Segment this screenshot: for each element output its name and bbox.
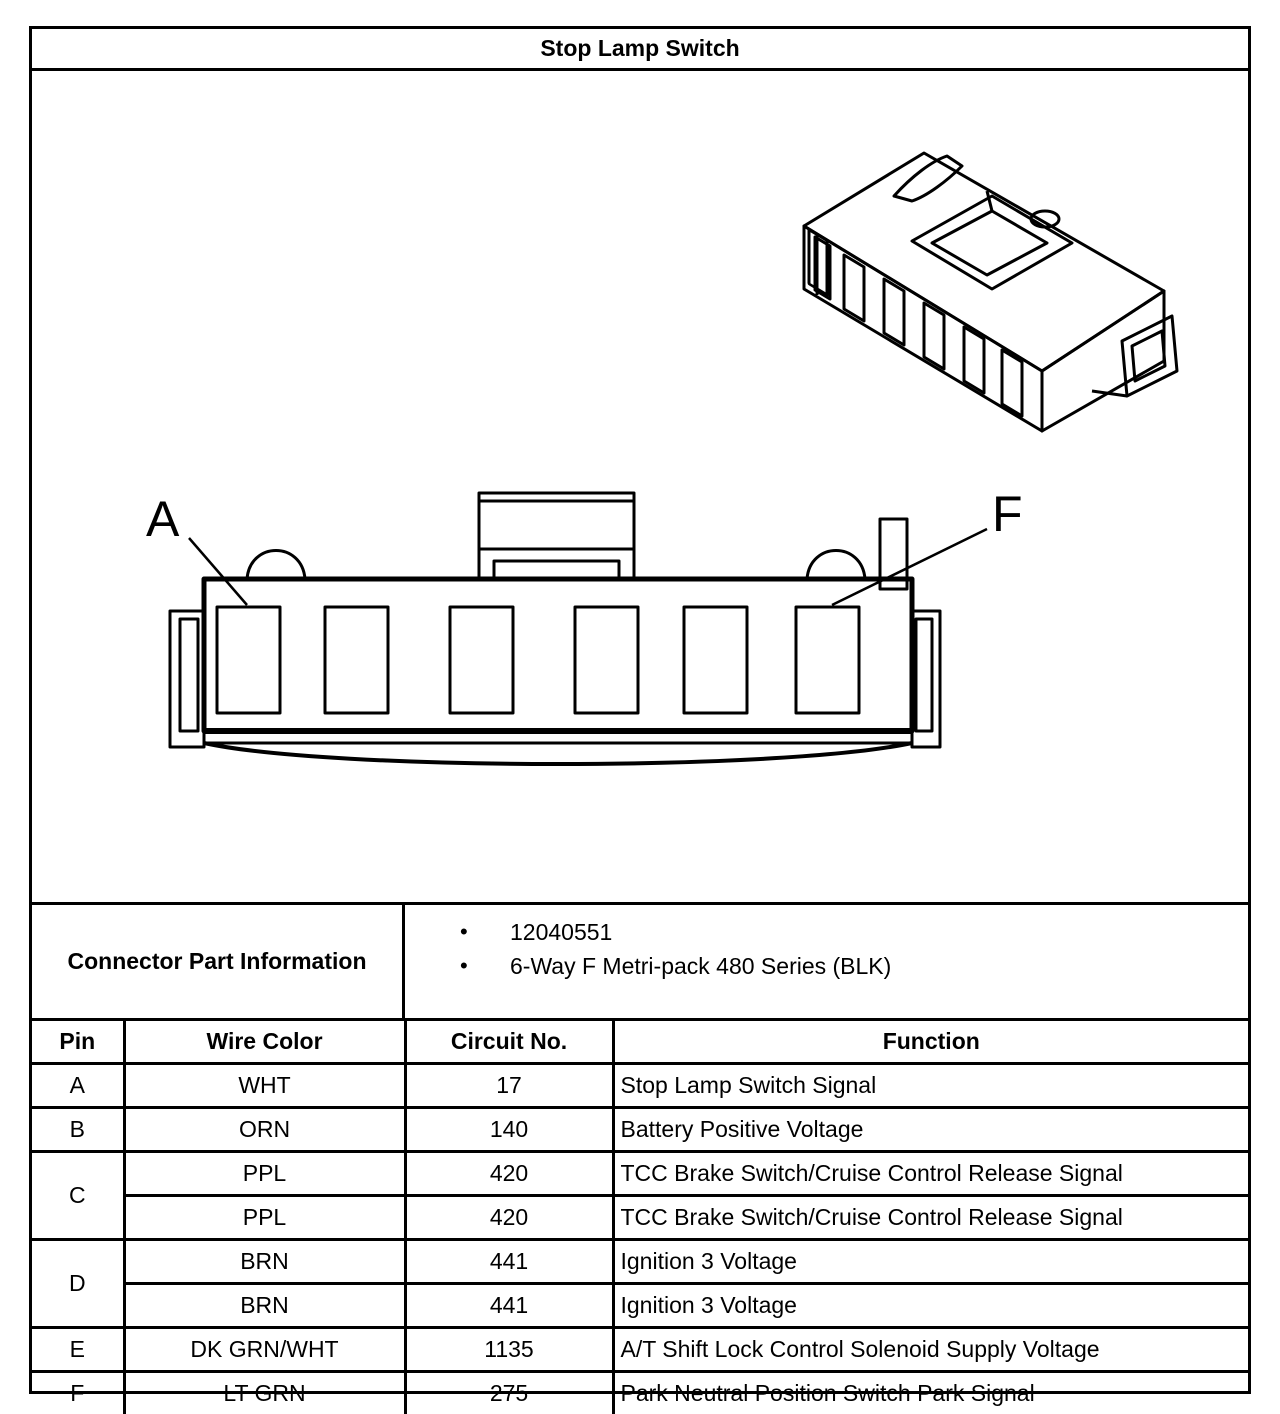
wire-color-cell: DK GRN/WHT: [124, 1328, 405, 1372]
function-cell: TCC Brake Switch/Cruise Control Release Signal: [613, 1152, 1248, 1196]
table-row: [32, 1152, 1248, 1196]
connector-isometric-view: [804, 153, 1177, 431]
pin-cavity-b: [325, 607, 388, 713]
header-function: Function: [613, 1021, 1248, 1064]
pin-cell: C: [32, 1152, 124, 1240]
header-wire-color: Wire Color: [124, 1021, 405, 1064]
wire-color-cell: PPL: [124, 1152, 405, 1196]
table-header-row: [32, 1021, 1248, 1064]
pin-cavity-d: [575, 607, 638, 713]
pinout-table: [32, 1021, 1248, 1414]
pin-cavity-a: [217, 607, 280, 713]
connector-description: • 6-Way F Metri-pack 480 Series (BLK): [405, 949, 891, 983]
pin-label-f: F: [992, 486, 1023, 542]
pin-cavity-f: [796, 607, 859, 713]
table-row: [32, 1064, 1248, 1108]
wire-color-cell: LT GRN: [124, 1372, 405, 1414]
circuit-cell: 17: [405, 1064, 613, 1108]
table-row: [32, 1196, 1248, 1240]
wire-color-cell: PPL: [124, 1196, 405, 1240]
connector-sheet: [29, 26, 1251, 1406]
circuit-cell: 441: [405, 1284, 613, 1328]
leader-line-a: [189, 538, 247, 605]
header-pin: Pin: [32, 1021, 124, 1064]
wire-color-cell: WHT: [124, 1064, 405, 1108]
pin-cavity-e: [684, 607, 747, 713]
connector-illustration: [32, 71, 1248, 905]
function-cell: Stop Lamp Switch Signal: [613, 1064, 1248, 1108]
function-cell: Park Neutral Position Switch Park Signal: [613, 1372, 1248, 1414]
table-row: [32, 1108, 1248, 1152]
connector-diagram: [32, 71, 1248, 905]
part-number: • 12040551: [405, 915, 891, 949]
circuit-cell: 441: [405, 1240, 613, 1284]
connector-front-view: [170, 493, 987, 764]
circuit-cell: 420: [405, 1152, 613, 1196]
pin-cavity-c: [450, 607, 513, 713]
function-cell: TCC Brake Switch/Cruise Control Release Signal: [613, 1196, 1248, 1240]
function-cell: Ignition 3 Voltage: [613, 1284, 1248, 1328]
circuit-cell: 420: [405, 1196, 613, 1240]
function-cell: Battery Positive Voltage: [613, 1108, 1248, 1152]
connector-part-information: [32, 905, 1248, 1021]
table-row: [32, 1372, 1248, 1414]
pin-cell: D: [32, 1240, 124, 1328]
wire-color-cell: BRN: [124, 1240, 405, 1284]
pin-label-a: A: [146, 491, 180, 547]
header-circuit-no: Circuit No.: [405, 1021, 613, 1064]
connector-info-list: [405, 915, 891, 983]
pin-cell: E: [32, 1328, 124, 1372]
pin-cell: F: [32, 1372, 124, 1414]
wire-color-cell: BRN: [124, 1284, 405, 1328]
sheet-title: Stop Lamp Switch: [32, 29, 1248, 71]
circuit-cell: 275: [405, 1372, 613, 1414]
function-cell: A/T Shift Lock Control Solenoid Supply Voltage: [613, 1328, 1248, 1372]
table-row: [32, 1284, 1248, 1328]
pin-cell: A: [32, 1064, 124, 1108]
wire-color-cell: ORN: [124, 1108, 405, 1152]
pin-cell: B: [32, 1108, 124, 1152]
function-cell: Ignition 3 Voltage: [613, 1240, 1248, 1284]
table-row: [32, 1328, 1248, 1372]
circuit-cell: 140: [405, 1108, 613, 1152]
table-row: [32, 1240, 1248, 1284]
circuit-cell: 1135: [405, 1328, 613, 1372]
connector-info-label: Connector Part Information: [32, 905, 405, 1018]
